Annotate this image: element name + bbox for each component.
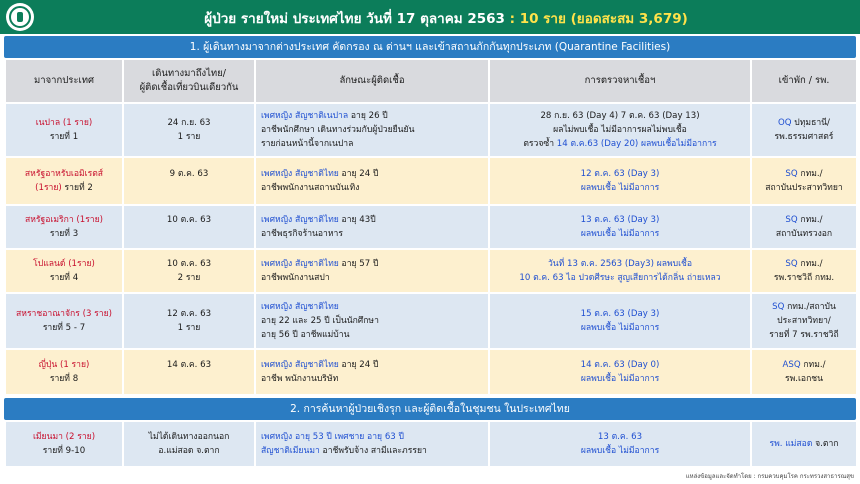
section-1-heading: 1. ผู้เดินทางมาจากต่างประเทศ คัดกรอง ณ ด่านฯ และเข้าสถานกักกันทุกประเภท (Quarantine Facilities) bbox=[4, 36, 856, 58]
profile-cell: เพศหญิง สัญชาติไทย อายุ 22 และ 25 ปี เป็นนักศึกษา อายุ 56 ปี อาชีพแม่บ้าน bbox=[254, 294, 488, 348]
source-footnote: แหล่งข้อมูลและจัดทำโดย : กรมควบคุมโรค กระทรวงสาธารณสุข bbox=[685, 473, 854, 480]
arrival-cell: 10 ต.ค. 63 bbox=[122, 206, 254, 248]
table-row bbox=[4, 206, 856, 248]
table-header-row bbox=[4, 60, 856, 102]
tests-cell: วันที่ 13 ต.ค. 2563 (Day3) ผลพบเชื้อ 10 ต.ค. 63 ไอ ปวดศีรษะ สูญเสียการได้กลิ่น ถ่ายเหลว bbox=[488, 250, 750, 292]
tests-cell: 28 ก.ย. 63 (Day 4) 7 ต.ค. 63 (Day 13) ผลไม่พบเชื้อ ไม่มีอาการผลไม่พบเชื้อ ตรวจซ้ำ 14 ต.ค.63 (Day 20) ผลพบเชื้อไม่มีอาการ bbox=[488, 104, 750, 156]
origin-cell: สหราชอาณาจักร (3 ราย) รายที่ 5 - 7 bbox=[4, 294, 122, 348]
title-cumulative: (ยอดสะสม 3,679) bbox=[570, 11, 688, 27]
column-header-profile: ลักษณะผู้ติดเชื้อ bbox=[254, 60, 488, 102]
facility-cell: SQ กทม./สถาบัน ประสาทวิทยา/ รายที่ 7 รพ.ราชวิถี bbox=[750, 294, 856, 348]
facility-cell: SQ กทม./ สถาบันทรวงอก bbox=[750, 206, 856, 248]
column-header-origin: มาจากประเทศ bbox=[4, 60, 122, 102]
column-header-arrival: เดินทางมาถึงไทย/ ผู้ติดเชื้อเที่ยวบินเดียวกัน bbox=[122, 60, 254, 102]
facility-cell: ASQ กทม./ รพ.เอกชน bbox=[750, 350, 856, 394]
column-header-facility: เข้าพัก / รพ. bbox=[750, 60, 856, 102]
table-row bbox=[4, 158, 856, 204]
table-row bbox=[4, 422, 856, 466]
arrival-cell: 24 ก.ย. 63 1 ราย bbox=[122, 104, 254, 156]
profile-cell: เพศหญิง สัญชาติไทย อายุ 24 ปี อาชีพพนักงานสถานบันเทิง bbox=[254, 158, 488, 204]
origin-cell: เนปาล (1 ราย) รายที่ 1 bbox=[4, 104, 122, 156]
table-row bbox=[4, 350, 856, 394]
arrival-cell: 9 ต.ค. 63 bbox=[122, 158, 254, 204]
origin-cell: โปแลนด์ (1ราย) รายที่ 4 bbox=[4, 250, 122, 292]
arrival-cell: ไม่ได้เดินทางออกนอก อ.แม่สอด จ.ตาก bbox=[122, 422, 254, 466]
facility-cell: รพ. แม่สอด จ.ตาก bbox=[750, 422, 856, 466]
tests-cell: 15 ต.ค. 63 (Day 3) ผลพบเชื้อ ไม่มีอาการ bbox=[488, 294, 750, 348]
origin-cell: สหรัฐอาหรับเอมิเรตส์ (1ราย) รายที่ 2 bbox=[4, 158, 122, 204]
facility-cell: OQ ปทุมธานี/ รพ.ธรรมศาสตร์ bbox=[750, 104, 856, 156]
tests-cell: 13 ต.ค. 63 ผลพบเชื้อ ไม่มีอาการ bbox=[488, 422, 750, 466]
profile-cell: เพศหญิง สัญชาติไทย อายุ 24 ปี อาชีพ พนักงานบริษัท bbox=[254, 350, 488, 394]
column-header-tests: การตรวจหาเชื้อฯ bbox=[488, 60, 750, 102]
page-header bbox=[0, 0, 860, 34]
origin-cell: ญี่ปุ่น (1 ราย) รายที่ 8 bbox=[4, 350, 122, 394]
origin-cell: เมียนมา (2 ราย) รายที่ 9-10 bbox=[4, 422, 122, 466]
profile-cell: เพศหญิง สัญชาติไทย อายุ 57 ปี อาชีพพนักงานสปา bbox=[254, 250, 488, 292]
profile-cell: เพศหญิง สัญชาติเนปาล อายุ 26 ปี อาชีพนักศึกษา เดินทางร่วมกับผู้ป่วยยืนยัน รายก่อนหน้านี้จากเนปาล bbox=[254, 104, 488, 156]
table-row bbox=[4, 294, 856, 348]
table-row bbox=[4, 250, 856, 292]
facility-cell: SQ กทม./ รพ.ราชวิถี กทม. bbox=[750, 250, 856, 292]
title-new-cases: : 10 ราย bbox=[504, 11, 571, 27]
table-row bbox=[4, 104, 856, 156]
page-title bbox=[40, 7, 852, 29]
title-date: ผู้ป่วย รายใหม่ ประเทศไทย วันที่ 17 ตุลาคม 2563 bbox=[204, 11, 505, 27]
origin-cell: สหรัฐอเมริกา (1ราย) รายที่ 3 bbox=[4, 206, 122, 248]
arrival-cell: 12 ต.ค. 63 1 ราย bbox=[122, 294, 254, 348]
tests-cell: 14 ต.ค. 63 (Day 0) ผลพบเชื้อ ไม่มีอาการ bbox=[488, 350, 750, 394]
tests-cell: 13 ต.ค. 63 (Day 3) ผลพบเชื้อ ไม่มีอาการ bbox=[488, 206, 750, 248]
tests-cell: 12 ต.ค. 63 (Day 3) ผลพบเชื้อ ไม่มีอาการ bbox=[488, 158, 750, 204]
section-2-heading: 2. การค้นหาผู้ป่วยเชิงรุก และผู้ติดเชื้อในชุมชน ในประเทศไทย bbox=[4, 398, 856, 420]
arrival-cell: 14 ต.ค. 63 bbox=[122, 350, 254, 394]
profile-cell: เพศหญิง อายุ 53 ปี เพศชาย อายุ 63 ปี สัญชาติเมียนมา อาชีพรับจ้าง สามีและภรรยา bbox=[254, 422, 488, 466]
arrival-cell: 10 ต.ค. 63 2 ราย bbox=[122, 250, 254, 292]
facility-cell: SQ กทม./ สถาบันประสาทวิทยา bbox=[750, 158, 856, 204]
profile-cell: เพศหญิง สัญชาติไทย อายุ 43ปี อาชีพธุรกิจร้านอาหาร bbox=[254, 206, 488, 248]
ministry-logo-icon bbox=[6, 3, 34, 31]
